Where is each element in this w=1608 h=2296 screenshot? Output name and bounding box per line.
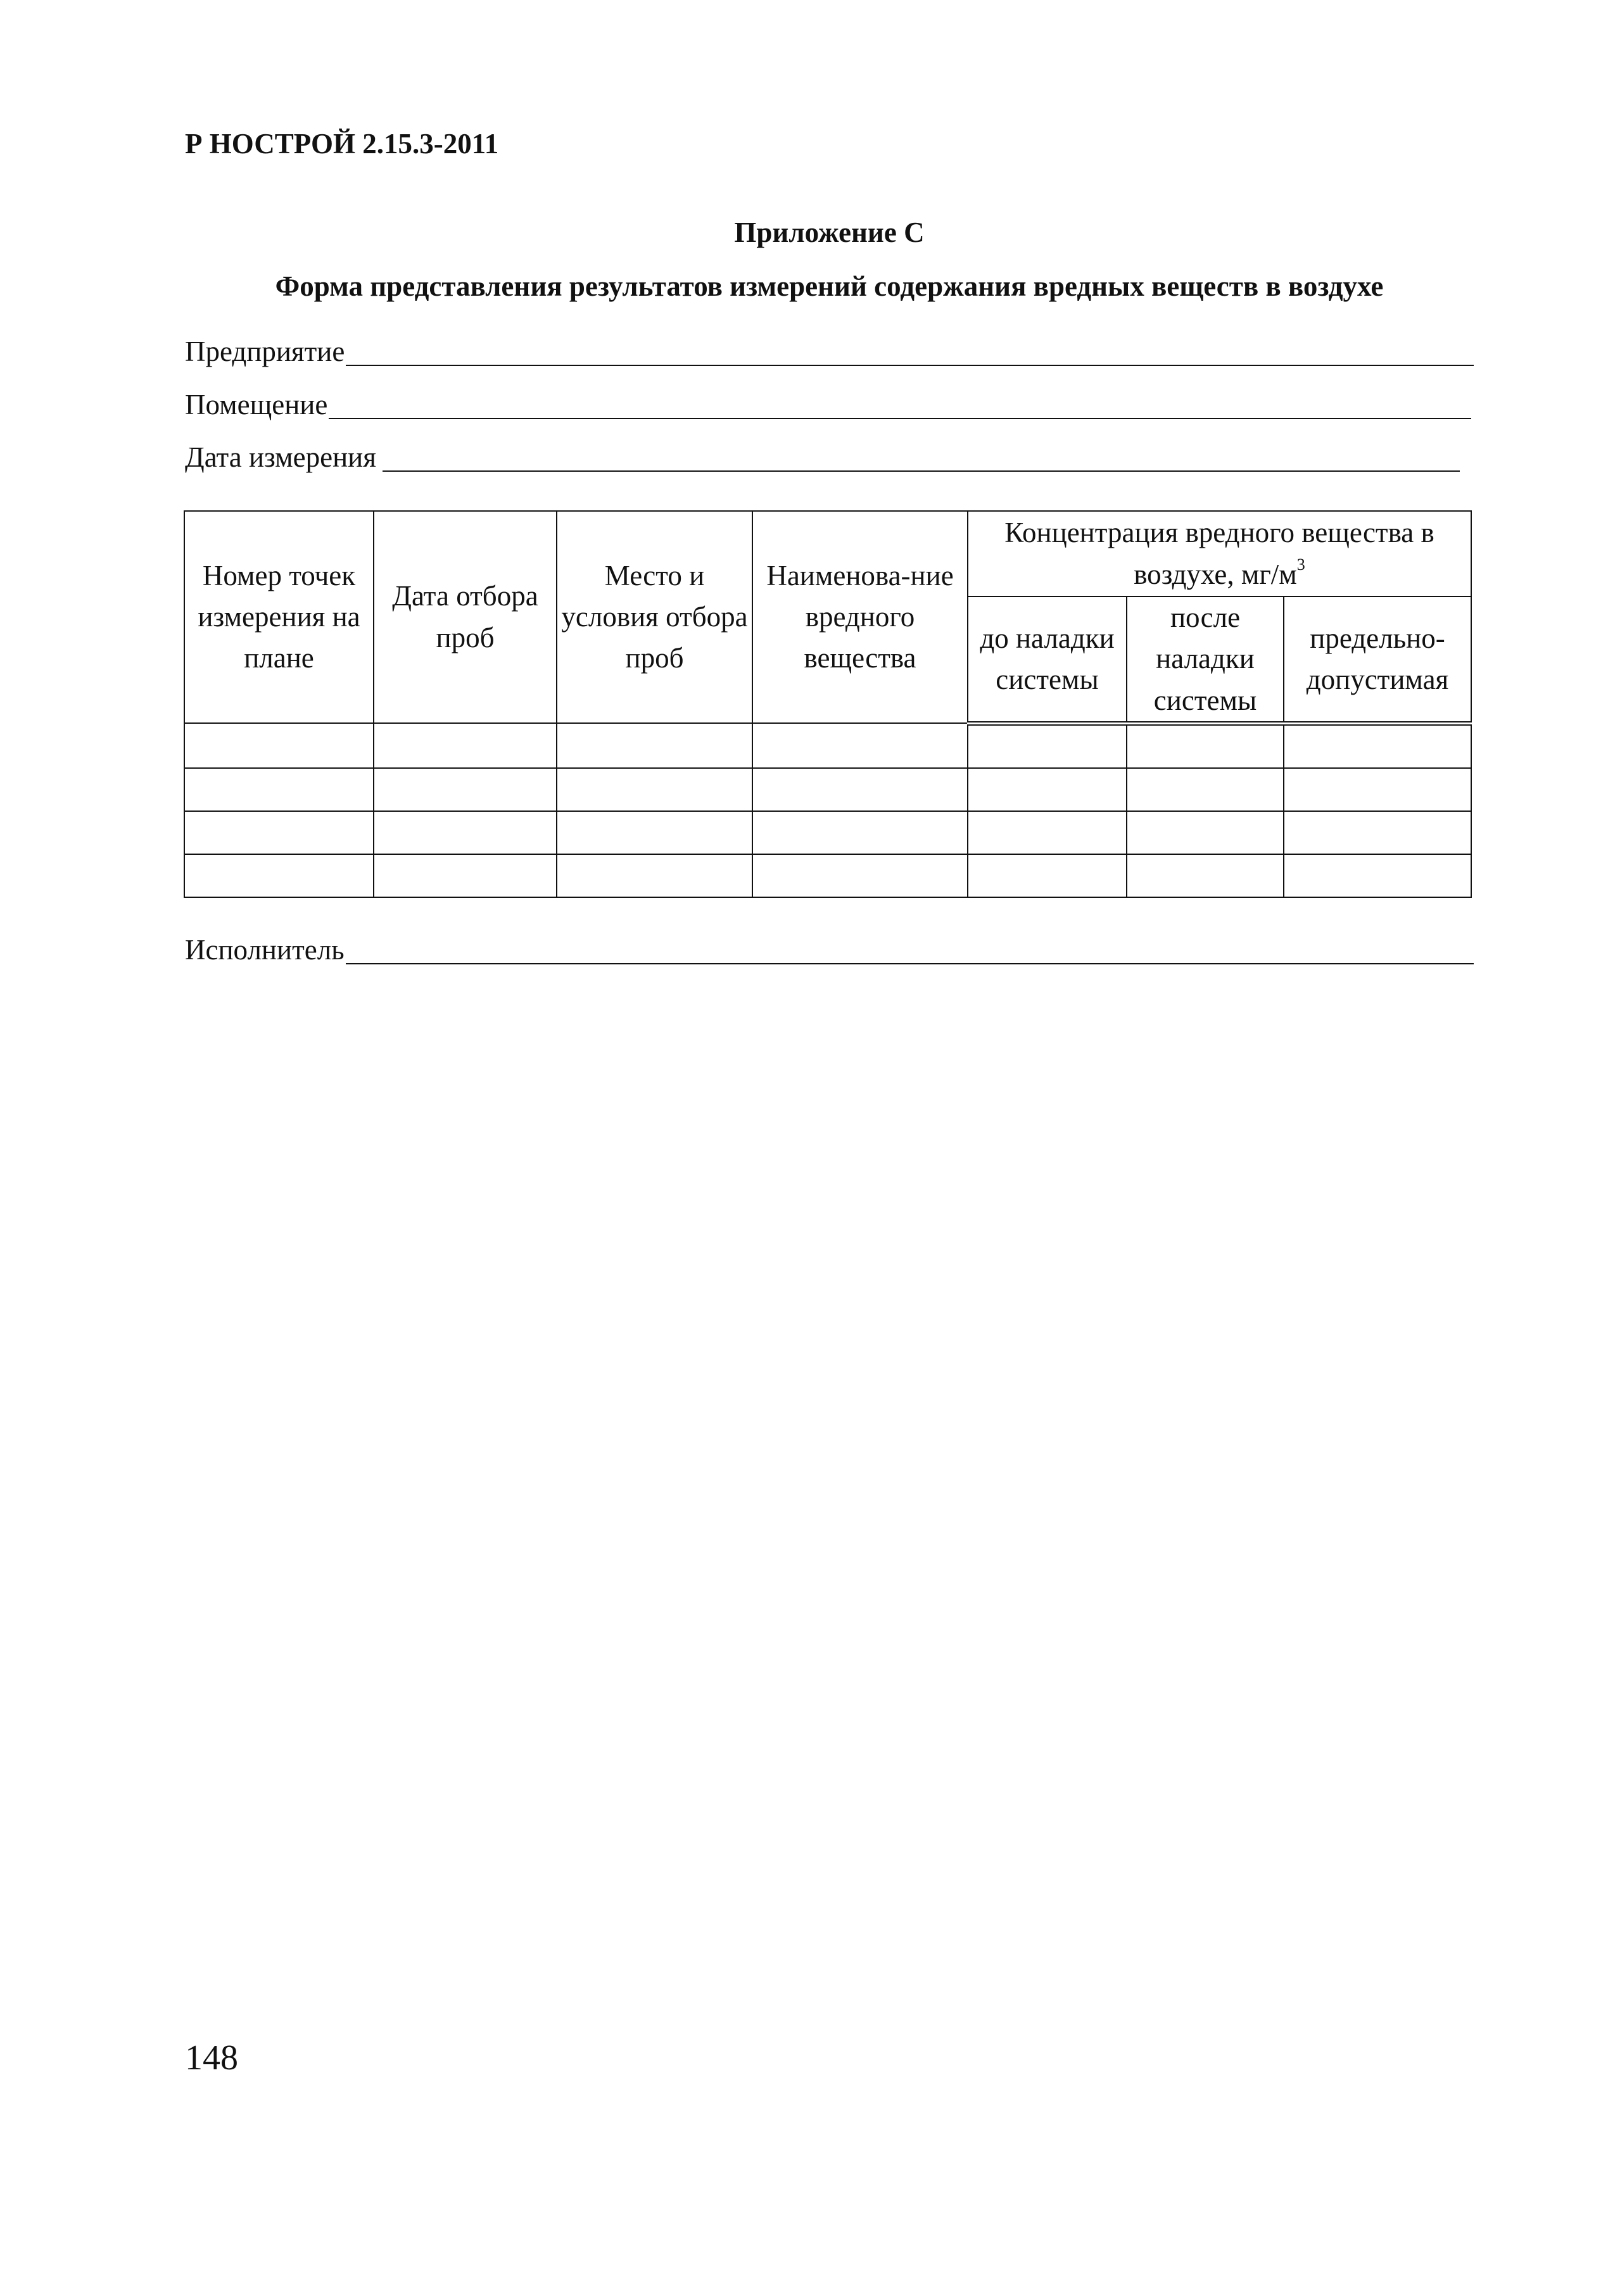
form-title: Форма представления результатов измерений содержания вредных веществ в воздухе — [275, 270, 1384, 302]
table-row — [184, 768, 1471, 811]
table-cell — [752, 723, 968, 768]
table-cell — [1127, 723, 1284, 768]
table-cell — [184, 723, 374, 768]
table-cell — [557, 768, 752, 811]
table-cell — [1127, 854, 1284, 897]
enterprise-field — [185, 337, 1474, 366]
table-cell — [184, 811, 374, 854]
table-cell — [1127, 811, 1284, 854]
table-cell — [752, 811, 968, 854]
column-header-sample-date: Дата отбора проб — [374, 511, 557, 723]
table-cell — [968, 854, 1127, 897]
table-row — [184, 854, 1471, 897]
table-cell — [752, 768, 968, 811]
column-header-point-number: Номер точек измерения на плане — [184, 511, 374, 723]
table-cell — [374, 768, 557, 811]
table-cell — [1284, 854, 1471, 897]
table-cell — [557, 811, 752, 854]
enterprise-blank-line — [346, 342, 1474, 366]
room-field — [185, 391, 1471, 419]
table-cell — [374, 854, 557, 897]
room-label: Помещение — [185, 389, 328, 420]
table-cell — [374, 811, 557, 854]
measurement-date-label: Дата измерения — [185, 441, 376, 473]
table-cell — [557, 723, 752, 768]
appendix-title: Приложение С — [734, 217, 925, 248]
table-row — [184, 723, 1471, 768]
page-number: 148 — [185, 2038, 238, 2078]
table-cell — [968, 723, 1127, 768]
table-cell — [557, 854, 752, 897]
column-header-place-conditions: Место и условия отбора проб — [557, 511, 752, 723]
table-cell — [1284, 723, 1471, 768]
results-table — [184, 510, 1472, 898]
table-cell — [1127, 768, 1284, 811]
document-code: Р НОСТРОЙ 2.15.3-2011 — [185, 128, 499, 160]
enterprise-label: Предприятие — [185, 336, 345, 367]
table-cell — [184, 854, 374, 897]
table-cell — [1284, 768, 1471, 811]
table-row — [184, 811, 1471, 854]
executor-blank-line — [346, 940, 1474, 964]
column-header-before-setup: до наладки системы — [968, 596, 1127, 723]
table-cell — [752, 854, 968, 897]
table-cell — [968, 811, 1127, 854]
table-cell — [184, 768, 374, 811]
measurement-date-blank-line — [383, 448, 1460, 472]
table-cell — [1284, 811, 1471, 854]
table-cell — [374, 723, 557, 768]
executor-label: Исполнитель — [185, 934, 345, 966]
column-header-after-setup: после наладки системы — [1127, 596, 1284, 723]
unit-power: 3 — [1296, 555, 1305, 574]
column-header-substance-name: Наименова-ние вредного вещества — [752, 511, 968, 723]
room-blank-line — [329, 395, 1471, 419]
measurement-date-field — [185, 443, 1460, 472]
table-cell — [968, 768, 1127, 811]
executor-field — [185, 936, 1474, 964]
column-header-max-permissible: предельно-допустимая — [1284, 596, 1471, 723]
concentration-group-label: Концентрация вредного вещества в воздухе, мг/м — [1004, 517, 1434, 590]
column-header-concentration-group — [968, 511, 1471, 596]
